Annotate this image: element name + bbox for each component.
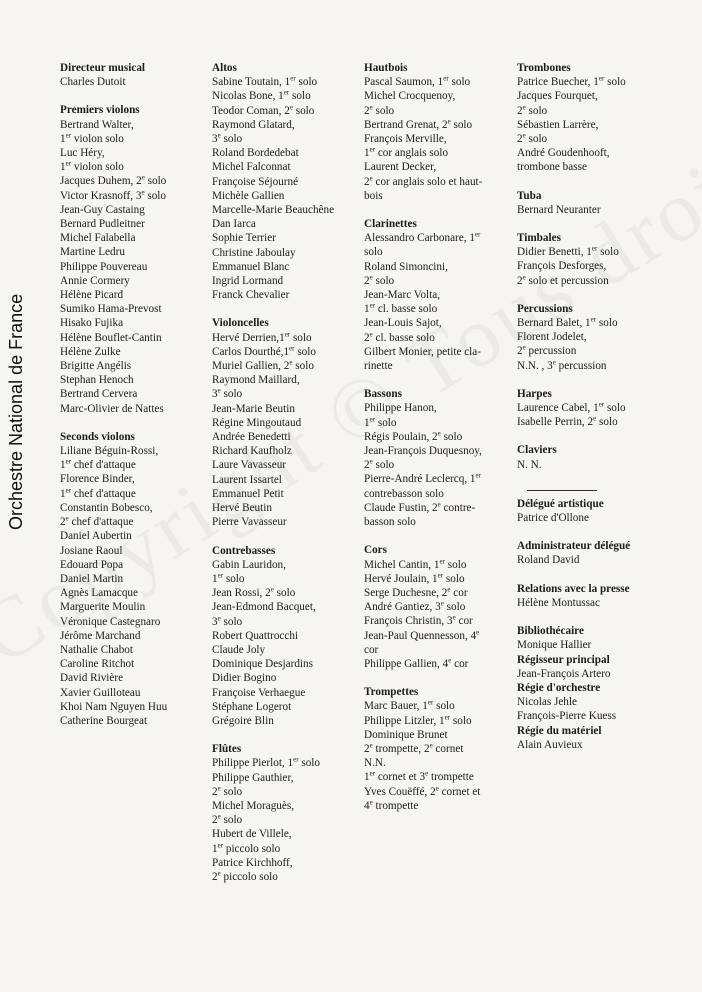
roster-entry: Michèle Gallien <box>212 189 285 202</box>
roster-entry: Bernard Pudleitner <box>60 218 145 231</box>
roster-section <box>517 443 667 471</box>
roster-entry: Régis Poulain, 2e solo <box>364 429 463 443</box>
roster-section <box>364 387 514 529</box>
roster-entry: Hélène Picard <box>60 289 124 302</box>
roster-entry: N.N. , 3e percussion <box>517 357 607 372</box>
section-heading: Timbales <box>517 232 561 245</box>
roster-entry: Jean-Marie Beutin <box>212 402 295 415</box>
roster-entry: Dan Iarca <box>212 218 256 231</box>
roster-entry: 1er chef d'attaque <box>60 485 136 500</box>
roster-entry: trombone basse <box>517 161 587 174</box>
roster-entry: Josiane Raoul <box>60 544 123 557</box>
roster-column-2 <box>212 61 362 898</box>
roster-entry: Philippe Litzler, 1er solo <box>364 712 472 727</box>
section-heading: Flûtes <box>212 743 242 756</box>
roster-entry: Patrice Buecher, 1er solo <box>517 74 626 89</box>
roster-entry: Xavier Guilloteau <box>60 686 141 699</box>
section-heading: Administrateur délégué <box>517 540 631 553</box>
roster-entry: basson solo <box>364 516 416 529</box>
roster-entry: Sumiko Hama-Prevost <box>60 303 162 316</box>
roster-entry: Véronique Castegnaro <box>60 615 161 628</box>
roster-section <box>212 61 362 302</box>
roster-entry: 4e trompette <box>364 798 419 812</box>
roster-entry: Brigitte Angélis <box>60 360 132 373</box>
roster-entry: François Merville, <box>364 133 447 146</box>
roster-entry: Agnès Lamacque <box>60 587 138 600</box>
section-heading: Bassons <box>364 388 402 401</box>
roster-entry: Stephan Henoch <box>60 374 134 387</box>
section-heading: Contrebasses <box>212 544 276 557</box>
roster-entry: Marc Bauer, 1er solo <box>364 698 455 713</box>
roster-entry: Jean-Guy Castaing <box>60 203 145 216</box>
roster-entry: Gilbert Monier, petite cla- <box>364 345 481 358</box>
roster-entry: Roland Simoncini, <box>364 260 448 273</box>
roster-entry: 3e solo <box>212 613 243 628</box>
roster-entry: 2e solo <box>212 784 243 798</box>
roster-entry: Annie Cormery <box>60 274 130 287</box>
roster-column-4 <box>517 61 667 766</box>
roster-entry: Jean-Marc Volta, <box>364 289 441 302</box>
roster-entry: 2e trompette, 2e cornet <box>364 741 464 755</box>
roster-entry: Khoi Nam Nguyen Huu <box>60 700 168 713</box>
roster-entry: 2e solo et percussion <box>517 272 609 287</box>
roster-entry: Hervé Derrien,1er solo <box>212 329 312 344</box>
roster-entry: Bertrand Cervera <box>60 388 138 401</box>
roster-entry: Andrée Benedetti <box>212 431 291 444</box>
roster-entry: Marc-Olivier de Nattes <box>60 402 164 415</box>
roster-entry: Didier Bogino <box>212 672 277 685</box>
roster-section <box>60 61 210 89</box>
roster-entry: Ingrid Lormand <box>212 275 284 288</box>
roster-entry: Hervé Beutin <box>212 502 272 515</box>
roster-entry: Jacques Duhem, 2e solo <box>60 173 167 188</box>
section-heading: Cors <box>364 544 387 557</box>
roster-entry: Martine Ledru <box>60 246 125 259</box>
roster-entry: Laurent Decker, <box>364 161 437 174</box>
roster-entry: bois <box>364 189 383 202</box>
section-separator <box>527 490 597 491</box>
roster-entry: Nicolas Jehle <box>517 696 577 709</box>
roster-entry: Victor Krasnoff, 3e solo <box>60 187 167 202</box>
roster-entry: André Goudenhooft, <box>517 147 610 160</box>
roster-entry: Michel Falabella <box>60 232 136 245</box>
roster-entry: Raymond Maillard, <box>212 374 300 387</box>
roster-entry: 1er cl. basse solo <box>364 301 438 316</box>
roster-entry: Yves Couëffé, 2e cornet et <box>364 783 481 798</box>
section-heading: Premiers violons <box>60 104 140 117</box>
roster-entry: Serge Duchesne, 2e cor <box>364 585 468 599</box>
roster-entry: 1er cornet et 3e trompette <box>364 769 474 784</box>
section-heading: Délégué artistique <box>517 497 604 510</box>
roster-section <box>364 685 514 813</box>
roster-entry: 2e cor anglais solo et haut- <box>364 173 483 188</box>
roster-entry: Roland David <box>517 554 580 567</box>
roster-entry: Michel Crocquenoy, <box>364 90 456 103</box>
roster-entry: contrebasson solo <box>364 487 444 500</box>
roster-entry: Franck Chevalier <box>212 289 290 302</box>
roster-entry: Florent Jodelet, <box>517 331 587 344</box>
roster-entry: Jérôme Marchand <box>60 629 141 642</box>
section-heading: Hautbois <box>364 62 408 74</box>
roster-entry: Daniel Aubertin <box>60 530 132 543</box>
roster-entry: Michel Cantin, 1er solo <box>364 556 467 571</box>
section-heading: Trombones <box>517 62 571 74</box>
roster-entry: Bertrand Grenat, 2e solo <box>364 117 473 131</box>
orchestra-side-label: Orchestre National de France <box>6 293 26 530</box>
roster-entry: Philippe Pouvereau <box>60 260 148 273</box>
roster-entry: Robert Quattrocchi <box>212 629 299 642</box>
roster-entry: Constantin Bobesco, <box>60 501 153 514</box>
roster-entry: Catherine Bourgeat <box>60 714 148 727</box>
roster-section <box>364 61 514 203</box>
roster-entry: Grégoire Blin <box>212 714 274 727</box>
roster-entry: Daniel Martin <box>60 572 124 585</box>
roster-entry: Raymond Glatard, <box>212 118 295 131</box>
roster-section <box>517 582 667 610</box>
roster-entry: Philippe Gallien, 4e cor <box>364 656 469 670</box>
roster-entry: Sébastien Larrère, <box>517 118 599 131</box>
roster-entry: Philippe Gauthier, <box>212 771 294 784</box>
roster-entry: Marguerite Moulin <box>60 601 146 614</box>
roster-entry: Laure Vavasseur <box>212 459 287 472</box>
roster-entry: 2e solo <box>364 102 395 117</box>
roster-section <box>517 681 667 724</box>
roster-entry: N. N. <box>517 458 542 471</box>
roster-entry: solo <box>364 246 383 259</box>
section-heading: Régie d'orchestre <box>517 681 601 694</box>
roster-entry: Patrice Kirchhoff, <box>212 856 293 869</box>
roster-entry: Sophie Terrier <box>212 232 276 245</box>
roster-entry: André Gantiez, 3e solo <box>364 599 466 614</box>
roster-section <box>364 543 514 671</box>
roster-entry: Patrice d'Ollone <box>517 512 589 525</box>
roster-entry: Alessandro Carbonare, 1er <box>364 230 481 245</box>
roster-section <box>212 544 362 729</box>
section-heading: Altos <box>212 62 237 74</box>
roster-section <box>517 302 667 373</box>
section-heading: Régisseur principal <box>517 653 610 666</box>
roster-section <box>517 653 667 681</box>
roster-entry: Régine Mingoutaud <box>212 416 302 429</box>
roster-entry: Luc Héry, <box>60 147 105 160</box>
roster-entry: 1er violon solo <box>60 131 124 145</box>
roster-entry: 2e cl. basse solo <box>364 329 435 344</box>
section-heading: Directeur musical <box>60 62 146 74</box>
section-heading: Relations avec la presse <box>517 582 630 595</box>
roster-entry: Emmanuel Petit <box>212 487 284 500</box>
roster-entry: Hisako Fujika <box>60 317 124 330</box>
roster-entry: 1er piccolo solo <box>212 840 281 855</box>
roster-entry: Jacques Fourquet, <box>517 90 598 103</box>
roster-entry: 2e solo <box>517 102 548 117</box>
roster-entry: Roland Bordedebat <box>212 147 299 160</box>
roster-entry: François-Pierre Kuess <box>517 710 617 723</box>
roster-entry: Hubert de Villele, <box>212 828 292 841</box>
roster-entry: Teodor Coman, 2e solo <box>212 102 315 117</box>
roster-entry: Marcelle-Marie Beauchêne <box>212 204 335 217</box>
roster-entry: 2e solo <box>364 273 395 287</box>
roster-entry: François Desforges, <box>517 260 607 273</box>
roster-entry: 2e piccolo solo <box>212 869 278 883</box>
roster-entry: 2e chef d'attaque <box>60 514 134 529</box>
section-heading: Claviers <box>517 444 557 457</box>
roster-entry: Claude Joly <box>212 643 266 656</box>
roster-entry: Monique Hallier <box>517 639 592 652</box>
roster-entry: Isabelle Perrin, 2e solo <box>517 414 618 429</box>
roster-entry: Laurence Cabel, 1er solo <box>517 400 626 415</box>
roster-section <box>517 189 667 217</box>
roster-column-1 <box>60 61 210 742</box>
roster-entry: Emmanuel Blanc <box>212 260 290 273</box>
section-heading: Seconds violons <box>60 430 135 443</box>
section-heading: Trompettes <box>364 686 419 699</box>
roster-entry: Bernard Neuranter <box>517 203 601 216</box>
roster-entry: Laurent Issartel <box>212 473 282 486</box>
roster-entry: Hélène Zulke <box>60 345 121 358</box>
roster-entry: Michel Moraguès, <box>212 799 295 812</box>
roster-entry: Richard Kaufholz <box>212 445 292 458</box>
roster-entry: Bertrand Walter, <box>60 118 134 131</box>
roster-entry: Philippe Pierlot, 1er solo <box>212 755 321 770</box>
roster-entry: 2e solo <box>517 131 548 146</box>
roster-entry: Jean-François Duquesnoy, <box>364 445 482 458</box>
roster-section <box>517 61 667 175</box>
roster-section <box>517 387 667 430</box>
roster-entry: 1er solo <box>212 571 245 585</box>
roster-entry: Pierre Vavasseur <box>212 516 287 529</box>
roster-entry: Claude Fustin, 2e contre- <box>364 500 476 514</box>
roster-entry: 3e solo <box>212 386 243 401</box>
roster-entry: Muriel Gallien, 2e solo <box>212 358 314 373</box>
roster-entry: Stéphane Logerot <box>212 700 292 713</box>
section-heading: Percussions <box>517 302 573 315</box>
roster-entry: Caroline Ritchot <box>60 658 135 671</box>
roster-entry: Jean Rossi, 2e solo <box>212 585 296 600</box>
roster-entry: 2e percussion <box>517 343 577 358</box>
roster-section <box>212 742 362 884</box>
roster-entry: Jean-François Artero <box>517 667 611 680</box>
roster-section <box>212 316 362 529</box>
roster-entry: Hélène Bouflet-Cantin <box>60 331 162 344</box>
roster-entry: Florence Binder, <box>60 473 135 486</box>
roster-column-3 <box>364 61 514 827</box>
roster-entry: David Rivière <box>60 672 124 685</box>
roster-entry: Françoise Verhaegue <box>212 686 306 699</box>
roster-entry: N.N. <box>364 757 386 770</box>
roster-entry: Françoise Séjourné <box>212 175 299 188</box>
roster-entry: Philippe Hanon, <box>364 402 437 415</box>
roster-section <box>517 724 667 752</box>
roster-entry: 2e solo <box>364 457 395 472</box>
section-heading: Tuba <box>517 189 542 202</box>
roster-entry: Alain Auvieux <box>517 738 583 751</box>
roster-entry: Carlos Dourthé,1er solo <box>212 344 316 358</box>
roster-entry: Edouard Popa <box>60 558 124 571</box>
roster-section <box>364 217 514 373</box>
roster-section <box>60 430 210 728</box>
roster-section <box>517 231 667 288</box>
roster-entry: 1er violon solo <box>60 159 124 174</box>
section-heading: Harpes <box>517 387 552 400</box>
roster-section <box>517 539 667 567</box>
roster-entry: Hélène Montussac <box>517 596 600 609</box>
roster-entry: 1er chef d'attaque <box>60 457 136 472</box>
section-heading: Bibliothécaire <box>517 625 584 638</box>
roster-section <box>517 497 667 525</box>
section-heading: Régie du matériel <box>517 724 602 737</box>
roster-entry: Pierre-André Leclercq, 1er <box>364 471 481 486</box>
roster-entry: Gabin Lauridon, <box>212 558 286 571</box>
roster-entry: Christine Jaboulay <box>212 246 296 259</box>
roster-entry: Didier Benetti, 1er solo <box>517 244 619 259</box>
roster-entry: Nathalie Chabot <box>60 643 134 656</box>
roster-entry: Charles Dutoit <box>60 76 126 89</box>
roster-entry: Pascal Saumon, 1er solo <box>364 74 471 89</box>
roster-section <box>60 103 210 415</box>
roster-entry: 3e solo <box>212 131 243 146</box>
roster-entry: Nicolas Bone, 1er solo <box>212 88 311 103</box>
roster-entry: Dominique Brunet <box>364 728 448 741</box>
roster-entry: Jean-Paul Quennesson, 4e <box>364 627 480 642</box>
roster-entry: Jean-Edmond Bacquet, <box>212 601 316 614</box>
roster-entry: 1er cor anglais solo <box>364 145 449 160</box>
roster-entry: 2e solo <box>212 812 243 827</box>
roster-entry: Hervé Joulain, 1er solo <box>364 570 465 585</box>
roster-entry: Bernard Balet, 1er solo <box>517 315 618 330</box>
roster-entry: Sabine Toutain, 1er solo <box>212 74 318 89</box>
roster-entry: rinette <box>364 360 393 373</box>
roster-entry: Dominique Desjardins <box>212 658 313 671</box>
section-heading: Clarinettes <box>364 218 417 231</box>
roster-entry: Michel Falconnat <box>212 161 291 174</box>
roster-section <box>517 624 667 652</box>
roster-entry: cor <box>364 643 379 656</box>
roster-entry: 1er solo <box>364 414 397 429</box>
roster-entry: François Christin, 3e cor <box>364 613 473 628</box>
roster-entry: Jean-Louis Sajot, <box>364 317 442 330</box>
roster-entry: Liliane Béguin-Rossi, <box>60 445 159 458</box>
section-heading: Violoncelles <box>212 317 269 330</box>
